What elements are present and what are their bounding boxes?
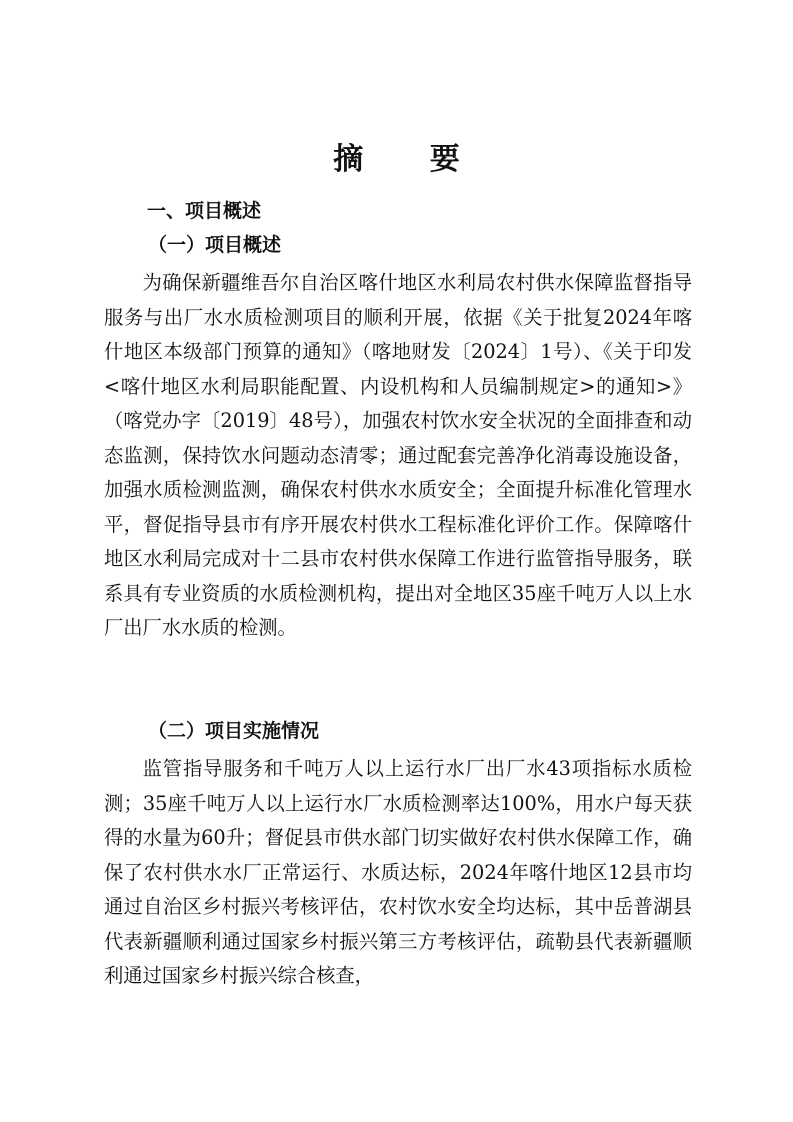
subsection-heading-overview: （一）项目概述 [148,234,282,256]
paragraph-overview: 为确保新疆维吾尔自治区喀什地区水利局农村供水保障监督指导服务与出厂水水质检测项目的顺利开展，依据《关于批复2024年喀什地区本级部门预算的通知》（喀地财发〔2024〕1号）、《关于印发<喀什地区水利局职能配置、内设机构和人员编制规定>的通知>》（喀党办字〔2019〕48号），加强农村饮水安全状况的全面排查和动态监测，保持饮水问题动态清零；通过配套完善净化消毒设施设备，加强水质检测监测，确保农村供水水质安全；全面提升标准化管理水平，督促指导县市有序开展农村供水工程标准化评价工作。保障喀什地区水利局完成对十二县市农村供水保障工作进行监管指导服务，联系具有专业资质的水质检测机构，提出对全地区35座千吨万人以上水厂出厂水水质的检测。 [104,271,692,639]
page-title: 摘 要 [333,142,488,177]
section-heading-overview: 一、项目概述 [147,200,262,222]
subsection-heading-implementation: （二）项目实施情况 [148,720,320,742]
paragraph-implementation: 监管指导服务和千吨万人以上运行水厂出厂水43项指标水质检测；35座千吨万人以上运行水厂水质检测率达100%，用水户每天获得的水量为60升；督促县市供水部门切实做好农村供水保障工作，确保了农村供水水厂正常运行、水质达标，2024年喀什地区12县市均通过自治区乡村振兴考核评估，农村饮水安全均达标，其中岳普湖县代表新疆顺利通过国家乡村振兴第三方考核评估，疏勒县代表新疆顺利通过国家乡村振兴综合核查， [104,757,692,987]
